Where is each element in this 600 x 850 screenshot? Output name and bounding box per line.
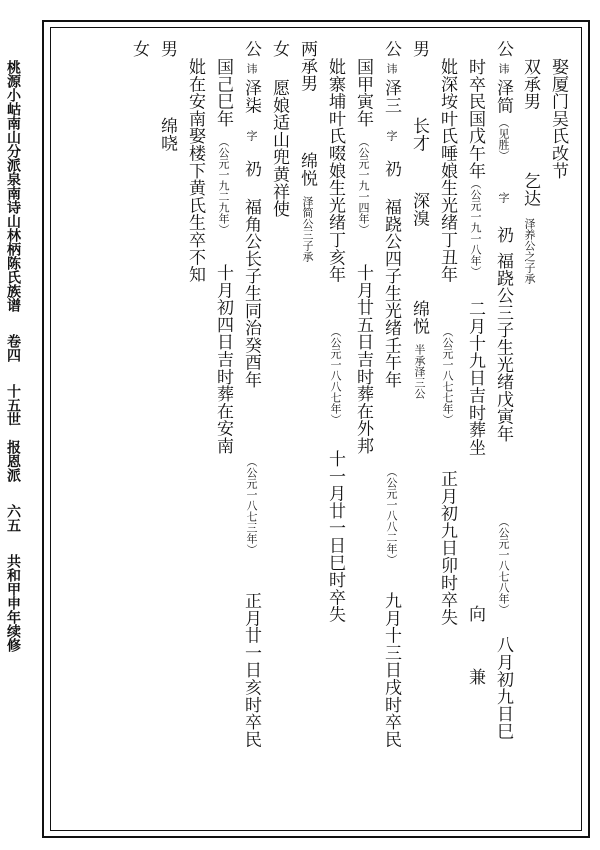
text-column: 妣在安南娶楼下黄氏生卒不知: [185, 58, 205, 283]
text-column: 国甲寅年: [353, 58, 373, 128]
text-column: 二月十九日吉时葬坐: [465, 300, 485, 456]
text-column: 两承男: [297, 40, 317, 92]
text-column: 娶厦门吴氏改节: [548, 58, 568, 180]
text-column: 向: [465, 605, 485, 623]
edition-label: 共和甲申年续修: [5, 554, 21, 652]
text-column: 礽: [493, 226, 513, 244]
gong-label: 公: [381, 40, 401, 58]
annotation: 半承泽三公: [413, 344, 426, 399]
person-name: 乞达: [520, 172, 540, 207]
text-column: 时卒民国戊午年: [465, 58, 485, 180]
text-column: 八月初九日巳: [493, 636, 513, 740]
text-column: 正月廿一日亥时卒民: [241, 592, 261, 748]
text-column: 十月廿五日吉时葬在外邦: [353, 264, 373, 455]
annotation: （公元一八七八年）: [497, 516, 510, 615]
text-column: 男: [409, 40, 429, 58]
volume-label: 卷四: [5, 334, 21, 362]
branch-label: 报恩派: [5, 440, 21, 482]
annotation: （公元一九一八年）: [469, 178, 482, 277]
text-column: 福角公长子生同治癸酉年: [241, 198, 261, 389]
text-column: 福跷公三子生光绪戊寅年: [493, 252, 513, 443]
person-name: 绵悦: [409, 300, 429, 335]
generation-label: 十五世: [5, 384, 21, 426]
page-number: 六五: [5, 504, 21, 532]
text-column: 礽: [381, 160, 401, 178]
text-column: 双承男: [520, 58, 540, 110]
zi-label: 字: [497, 192, 510, 203]
annotation: （公元一八八二年）: [385, 466, 398, 565]
text-column: 男: [157, 40, 177, 58]
zi-label: 字: [385, 130, 398, 141]
annotation: （公元一八八七年）: [329, 326, 342, 425]
annotation: 泽养公之子承: [523, 218, 536, 284]
text-column: 兼: [465, 668, 485, 686]
person-name: 泽柒: [241, 79, 261, 114]
text-column: 十月初四日吉时葬在安南: [213, 264, 233, 455]
gong-label: 公: [241, 40, 261, 58]
person-name: 深溴: [409, 192, 429, 227]
person-name: 绵哓: [157, 117, 177, 152]
text-column: 愿娘适山兜黄祥使: [269, 79, 289, 218]
text-column: 正月初九日卯时卒失: [437, 470, 457, 626]
text-column: 妣寨埔叶氏啜娘生光绪丁亥年: [325, 58, 345, 283]
hui-label: 讳: [245, 63, 258, 74]
text-column: 福跷公四子生光绪壬午年: [381, 198, 401, 389]
text-column: 九月十三日戌时卒民: [381, 592, 401, 748]
margin-header: [6, 60, 20, 652]
annotation: （公元一八七七年）: [441, 326, 454, 425]
text-column: 女: [269, 40, 289, 58]
annotation: （见胜）: [497, 117, 510, 161]
text-column: 十一月廿一日巳时卒失: [325, 450, 345, 623]
annotation: （公元一九二九年）: [217, 136, 230, 235]
hui-label: 讳: [385, 63, 398, 74]
annotation: 泽简公三子承: [301, 196, 314, 262]
text-column: 女: [129, 40, 149, 58]
text-column: 妣深垵叶氏唾娘生光绪丁丑年: [437, 58, 457, 283]
genealogy-title: 桃源小岵南山分派泉南诗山林柄陈氏族谱: [5, 60, 21, 312]
person-name: 长才: [409, 117, 429, 152]
text-column: 礽: [241, 160, 261, 178]
person-name: 泽简: [493, 79, 513, 114]
person-name: 泽三: [381, 79, 401, 114]
annotation: （公元一八七三年）: [245, 456, 258, 555]
gong-label: 公: [493, 40, 513, 58]
text-column: 国己巳年: [213, 58, 233, 128]
hui-label: 讳: [497, 63, 510, 74]
zi-label: 字: [245, 130, 258, 141]
annotation: （公元一九一四年）: [357, 136, 370, 235]
person-name: 绵悦: [297, 152, 317, 187]
